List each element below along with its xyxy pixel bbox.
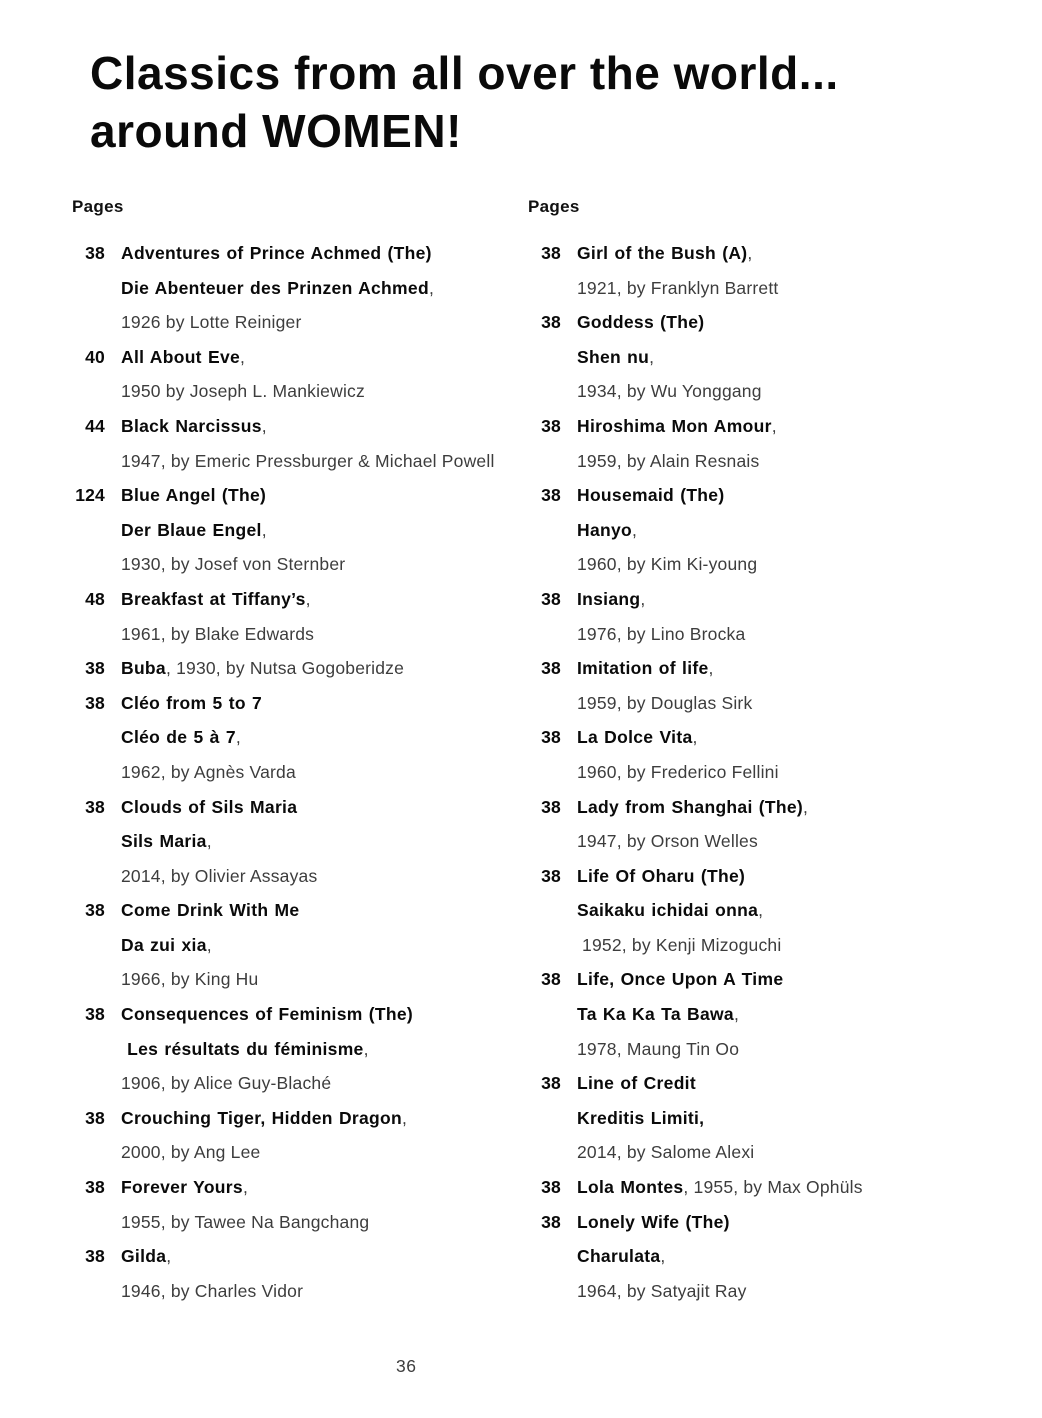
film-entry — [528, 720, 1002, 789]
film-credit-text: , — [235, 727, 241, 748]
film-entry-lines — [577, 409, 777, 478]
film-entry-lines — [121, 1239, 303, 1308]
film-credit-line — [577, 374, 762, 409]
film-entry — [72, 686, 528, 790]
film-title-text: Gilda — [121, 1246, 167, 1267]
film-title-text: Adventures of Prince Achmed (The) — [121, 243, 432, 263]
film-credit-text: , — [631, 519, 638, 540]
film-credit-line — [121, 305, 434, 340]
film-entry-lines — [121, 582, 314, 651]
film-page-number: 44 — [85, 415, 105, 436]
film-title-text: Insiang — [577, 588, 641, 609]
film-title-line — [121, 997, 413, 1032]
film-title-line — [121, 686, 296, 721]
film-title-text: Clouds of Sils Maria — [121, 796, 298, 817]
film-entry — [528, 1066, 1002, 1170]
film-credit-text: 1959, by Alain Resnais — [577, 450, 760, 471]
film-entry-lines — [121, 340, 365, 409]
film-credit-text: , — [758, 900, 764, 921]
film-title-line — [121, 1239, 303, 1274]
page-title — [90, 44, 839, 160]
film-title-text: Come Drink With Me — [121, 900, 300, 921]
film-entry-lines — [121, 478, 345, 582]
film-credit-text: 1906, by Alice Guy-Blaché — [121, 1073, 332, 1094]
film-title-line — [121, 651, 404, 686]
film-title-line — [121, 271, 434, 306]
film-entry-lines — [121, 651, 404, 686]
film-page-number: 38 — [85, 1107, 105, 1128]
film-credit-text: 2000, by Ang Lee — [121, 1142, 261, 1163]
film-credit-text: , — [640, 588, 646, 609]
film-page-number: 38 — [541, 243, 561, 263]
film-credit-text: 1926 by Lotte Reiniger — [121, 312, 302, 333]
film-title-line — [121, 236, 434, 271]
film-credit-line — [121, 962, 299, 997]
film-credit-line — [121, 1066, 413, 1101]
film-credit-text: , — [402, 1107, 408, 1128]
film-title-line — [577, 236, 778, 271]
film-entry-lines — [577, 1170, 863, 1205]
film-entry — [528, 582, 1002, 651]
film-entry-lines — [577, 720, 779, 789]
film-title-line — [577, 962, 783, 997]
film-credit-text: 1960, by Kim Ki-young — [577, 554, 758, 575]
film-credit-line — [121, 859, 317, 894]
film-credit-line — [577, 1274, 747, 1309]
film-credit-text: 1962, by Agnès Varda — [121, 761, 296, 782]
film-credit-text: , — [771, 415, 777, 436]
film-entry-lines — [121, 409, 495, 478]
film-title-text: Da zui xia — [121, 934, 207, 955]
film-credit-text: , 1930, by Nutsa Gogoberidze — [165, 658, 405, 679]
film-title-line — [121, 478, 345, 513]
column-header-pages: Pages — [528, 197, 580, 216]
film-title-line — [577, 893, 781, 928]
film-credit-line — [577, 617, 745, 652]
footer-page-number: 36 — [396, 1356, 417, 1376]
film-page-number: 38 — [85, 658, 105, 679]
film-entry — [528, 236, 1002, 305]
film-entry-lines — [121, 997, 413, 1101]
film-entry-lines — [121, 1101, 407, 1170]
film-title-text: Housemaid (The) — [577, 485, 725, 506]
film-credit-text: 1976, by Lino Brocka — [577, 623, 746, 644]
film-title-line — [577, 997, 783, 1032]
film-title-text: Shen nu — [577, 346, 650, 367]
column-header-pages: Pages — [72, 197, 124, 216]
film-credit-text: , — [649, 346, 655, 367]
film-index-columns — [72, 196, 1002, 1308]
film-entry — [72, 1239, 528, 1308]
film-page-number: 38 — [541, 312, 561, 333]
film-title-line — [577, 1101, 754, 1136]
film-title-text: La Dolce Vita — [577, 727, 693, 748]
film-credit-line — [121, 617, 314, 652]
film-title-line — [577, 720, 779, 755]
film-credit-text: 1952, by Kenji Mizoguchi — [577, 934, 782, 955]
film-page-number: 38 — [541, 1073, 561, 1094]
film-entry-lines — [577, 790, 808, 859]
film-credit-text: 2014, by Salome Alexi — [577, 1142, 755, 1163]
film-title-text: Die Abenteuer des Prinzen Achmed — [121, 277, 429, 298]
film-title-line — [121, 340, 365, 375]
film-credit-text: 1966, by King Hu — [121, 969, 259, 990]
film-page-number: 40 — [85, 346, 105, 367]
film-title-line — [577, 1170, 863, 1205]
film-credit-line — [121, 755, 296, 790]
film-credit-text: 2014, by Olivier Assayas — [121, 865, 318, 886]
film-credit-text: , 1955, by Max Ophüls — [683, 1177, 863, 1198]
film-title-text: Life Of Oharu (The) — [577, 865, 746, 886]
film-credit-text: 1946, by Charles Vidor — [121, 1280, 304, 1301]
film-credit-text: 1961, by Blake Edwards — [121, 623, 315, 644]
film-title-text: Goddess (The) — [577, 312, 705, 333]
film-credit-text: , — [428, 277, 434, 298]
film-credit-text: , — [803, 796, 809, 817]
film-entry — [528, 790, 1002, 859]
film-entry — [72, 893, 528, 997]
film-entry — [72, 236, 528, 340]
film-credit-text: , — [747, 243, 753, 263]
film-entry-lines — [121, 790, 317, 894]
film-credit-text: , — [660, 1246, 666, 1267]
film-title-line — [121, 893, 299, 928]
film-credit-line — [121, 1205, 369, 1240]
film-credit-line — [121, 547, 345, 582]
film-title-line — [577, 859, 781, 894]
film-page-number: 38 — [85, 1004, 105, 1025]
film-title-line — [121, 1032, 413, 1067]
film-credit-text: , — [166, 1246, 172, 1267]
film-entry — [72, 1170, 528, 1239]
film-entry — [528, 859, 1002, 963]
film-title-line — [121, 513, 345, 548]
film-title-text: Cléo de 5 à 7 — [121, 727, 236, 748]
film-page-number: 124 — [75, 485, 105, 506]
film-column-left — [72, 196, 528, 1308]
film-page-number: 38 — [541, 415, 561, 436]
film-credit-text: 1955, by Tawee Na Bangchang — [121, 1211, 370, 1232]
film-page-number: 38 — [85, 243, 105, 263]
film-title-text: Girl of the Bush (A) — [577, 243, 748, 263]
film-credit-line — [577, 444, 777, 479]
film-title-text: Buba — [121, 658, 166, 679]
film-title-text: Black Narcissus — [121, 415, 262, 436]
film-title-text: Sils Maria — [121, 831, 207, 852]
film-entry — [528, 478, 1002, 582]
film-title-text: Hanyo — [577, 519, 632, 540]
film-title-text: Lola Montes — [577, 1177, 684, 1198]
film-title-text: Imitation of life — [577, 658, 709, 679]
film-title-line — [577, 1239, 747, 1274]
film-list — [72, 236, 528, 1308]
film-title-text: Cléo from 5 to 7 — [121, 692, 263, 713]
film-page-number: 38 — [541, 1211, 561, 1232]
film-title-line — [121, 1101, 407, 1136]
film-title-line — [121, 582, 314, 617]
film-title-line — [577, 513, 757, 548]
film-entry — [528, 962, 1002, 1066]
film-credit-text: , — [305, 588, 311, 609]
film-page-number: 38 — [85, 1246, 105, 1267]
film-entry — [72, 409, 528, 478]
film-column-right — [528, 196, 1002, 1308]
film-page-number: 38 — [541, 727, 561, 748]
film-title-line — [577, 305, 762, 340]
film-entry-lines — [577, 236, 778, 305]
film-title-line — [577, 340, 762, 375]
film-title-text: Breakfast at Tiffany’s — [121, 588, 306, 609]
film-entry — [528, 1170, 1002, 1205]
film-entry — [528, 1205, 1002, 1309]
film-entry-lines — [577, 651, 752, 720]
film-page-number: 38 — [85, 796, 105, 817]
film-credit-line — [577, 928, 781, 963]
film-entry-lines — [577, 1066, 754, 1170]
film-title-line — [577, 1066, 754, 1101]
film-credit-text: , — [206, 831, 212, 852]
film-credit-line — [577, 1135, 754, 1170]
film-title-text: Lonely Wife (The) — [577, 1211, 730, 1232]
film-page-number: 38 — [541, 1177, 561, 1198]
film-credit-line — [121, 444, 495, 479]
film-title-line — [121, 928, 299, 963]
film-entry-lines — [577, 859, 781, 963]
film-list — [528, 236, 1002, 1308]
film-title-text: Les résultats du féminisme — [121, 1038, 364, 1059]
film-credit-line — [577, 547, 757, 582]
film-title-line — [577, 790, 808, 825]
film-credit-text: 1947, by Orson Welles — [577, 831, 758, 852]
film-page-number: 38 — [85, 692, 105, 713]
film-credit-line — [577, 1032, 783, 1067]
film-title-text: Charulata — [577, 1246, 661, 1267]
film-title-line — [577, 478, 757, 513]
film-page-number: 48 — [85, 588, 105, 609]
film-title-line — [121, 409, 495, 444]
film-title-text: Forever Yours — [121, 1177, 243, 1198]
film-entry-lines — [121, 893, 299, 997]
page-title-line2: around WOMEN! — [90, 105, 462, 157]
film-credit-text: 1930, by Josef von Sternber — [121, 554, 346, 575]
film-credit-text: 1934, by Wu Yonggang — [577, 381, 762, 402]
film-title-line — [121, 720, 296, 755]
film-credit-text: 1960, by Frederico Fellini — [577, 761, 779, 782]
film-title-text: Hiroshima Mon Amour — [577, 415, 772, 436]
film-entry-lines — [577, 478, 757, 582]
film-title-line — [121, 790, 317, 825]
film-credit-line — [577, 271, 778, 306]
film-entry — [72, 1101, 528, 1170]
film-title-text: Ta Ka Ka Ta Bawa — [577, 1004, 734, 1025]
film-title-line — [577, 582, 745, 617]
film-credit-text: , — [240, 346, 246, 367]
film-credit-text: , — [242, 1177, 249, 1198]
film-entry-lines — [577, 1205, 747, 1309]
film-title-text: Der Blaue Engel — [121, 519, 262, 540]
film-entry — [72, 478, 528, 582]
film-page-number: 38 — [85, 1177, 105, 1198]
film-title-line — [577, 409, 777, 444]
film-title-text: Blue Angel (The) — [121, 485, 267, 506]
film-title-text: Lady from Shanghai (The) — [577, 796, 804, 817]
film-credit-text: , — [261, 415, 267, 436]
film-credit-line — [121, 1274, 303, 1309]
film-title-text: Saikaku ichidai onna — [577, 900, 759, 921]
film-credit-line — [577, 824, 808, 859]
film-entry-lines — [121, 686, 296, 790]
film-page-number: 38 — [541, 969, 561, 990]
film-entry-lines — [577, 582, 745, 651]
film-title-line — [577, 651, 752, 686]
film-credit-text: 1921, by Franklyn Barrett — [577, 277, 779, 298]
film-entry — [72, 790, 528, 894]
film-credit-line — [121, 1135, 407, 1170]
page-title-line1: Classics from all over the world... — [90, 47, 839, 99]
film-credit-line — [577, 755, 779, 790]
film-page-number: 38 — [541, 485, 561, 506]
film-title-text: All About Eve — [121, 346, 241, 367]
film-title-line — [121, 1170, 369, 1205]
film-entry-lines — [121, 1170, 369, 1239]
film-credit-text: , — [363, 1038, 369, 1059]
film-title-text: Kreditis Limiti, — [577, 1107, 705, 1128]
film-entry — [72, 651, 528, 686]
film-credit-text: 1959, by Douglas Sirk — [577, 692, 753, 713]
film-credit-text: 1964, by Satyajit Ray — [577, 1280, 747, 1301]
film-title-text: Crouching Tiger, Hidden Dragon — [121, 1107, 402, 1128]
film-entry — [528, 651, 1002, 720]
film-entry — [72, 582, 528, 651]
film-credit-text: , — [708, 658, 714, 679]
film-credit-text: 1978, Maung Tin Oo — [577, 1038, 740, 1059]
film-title-text: Life, Once Upon A Time — [577, 969, 784, 990]
film-entry — [72, 340, 528, 409]
film-page-number: 38 — [541, 658, 561, 679]
film-entry-lines — [577, 962, 783, 1066]
film-credit-text: 1950 by Joseph L. Mankiewicz — [121, 381, 365, 402]
film-page-number: 38 — [85, 900, 105, 921]
film-entry — [72, 997, 528, 1101]
film-credit-text: , — [261, 519, 267, 540]
film-page-number: 38 — [541, 865, 561, 886]
film-credit-text: 1947, by Emeric Pressburger & Michael Powell — [121, 450, 495, 471]
film-page-number: 38 — [541, 588, 561, 609]
film-entry — [528, 305, 1002, 409]
film-entry-lines — [577, 305, 762, 409]
film-page-number: 38 — [541, 796, 561, 817]
film-credit-line — [577, 686, 752, 721]
film-credit-text: , — [733, 1004, 740, 1025]
film-title-line — [577, 1205, 747, 1240]
film-entry — [528, 409, 1002, 478]
film-title-text: Consequences of Feminism (The) — [121, 1004, 414, 1025]
film-credit-line — [121, 374, 365, 409]
film-credit-text: , — [692, 727, 698, 748]
film-credit-text: , — [206, 934, 212, 955]
film-entry-lines — [121, 236, 434, 340]
film-title-text: Line of Credit — [577, 1073, 696, 1094]
film-title-line — [121, 824, 317, 859]
